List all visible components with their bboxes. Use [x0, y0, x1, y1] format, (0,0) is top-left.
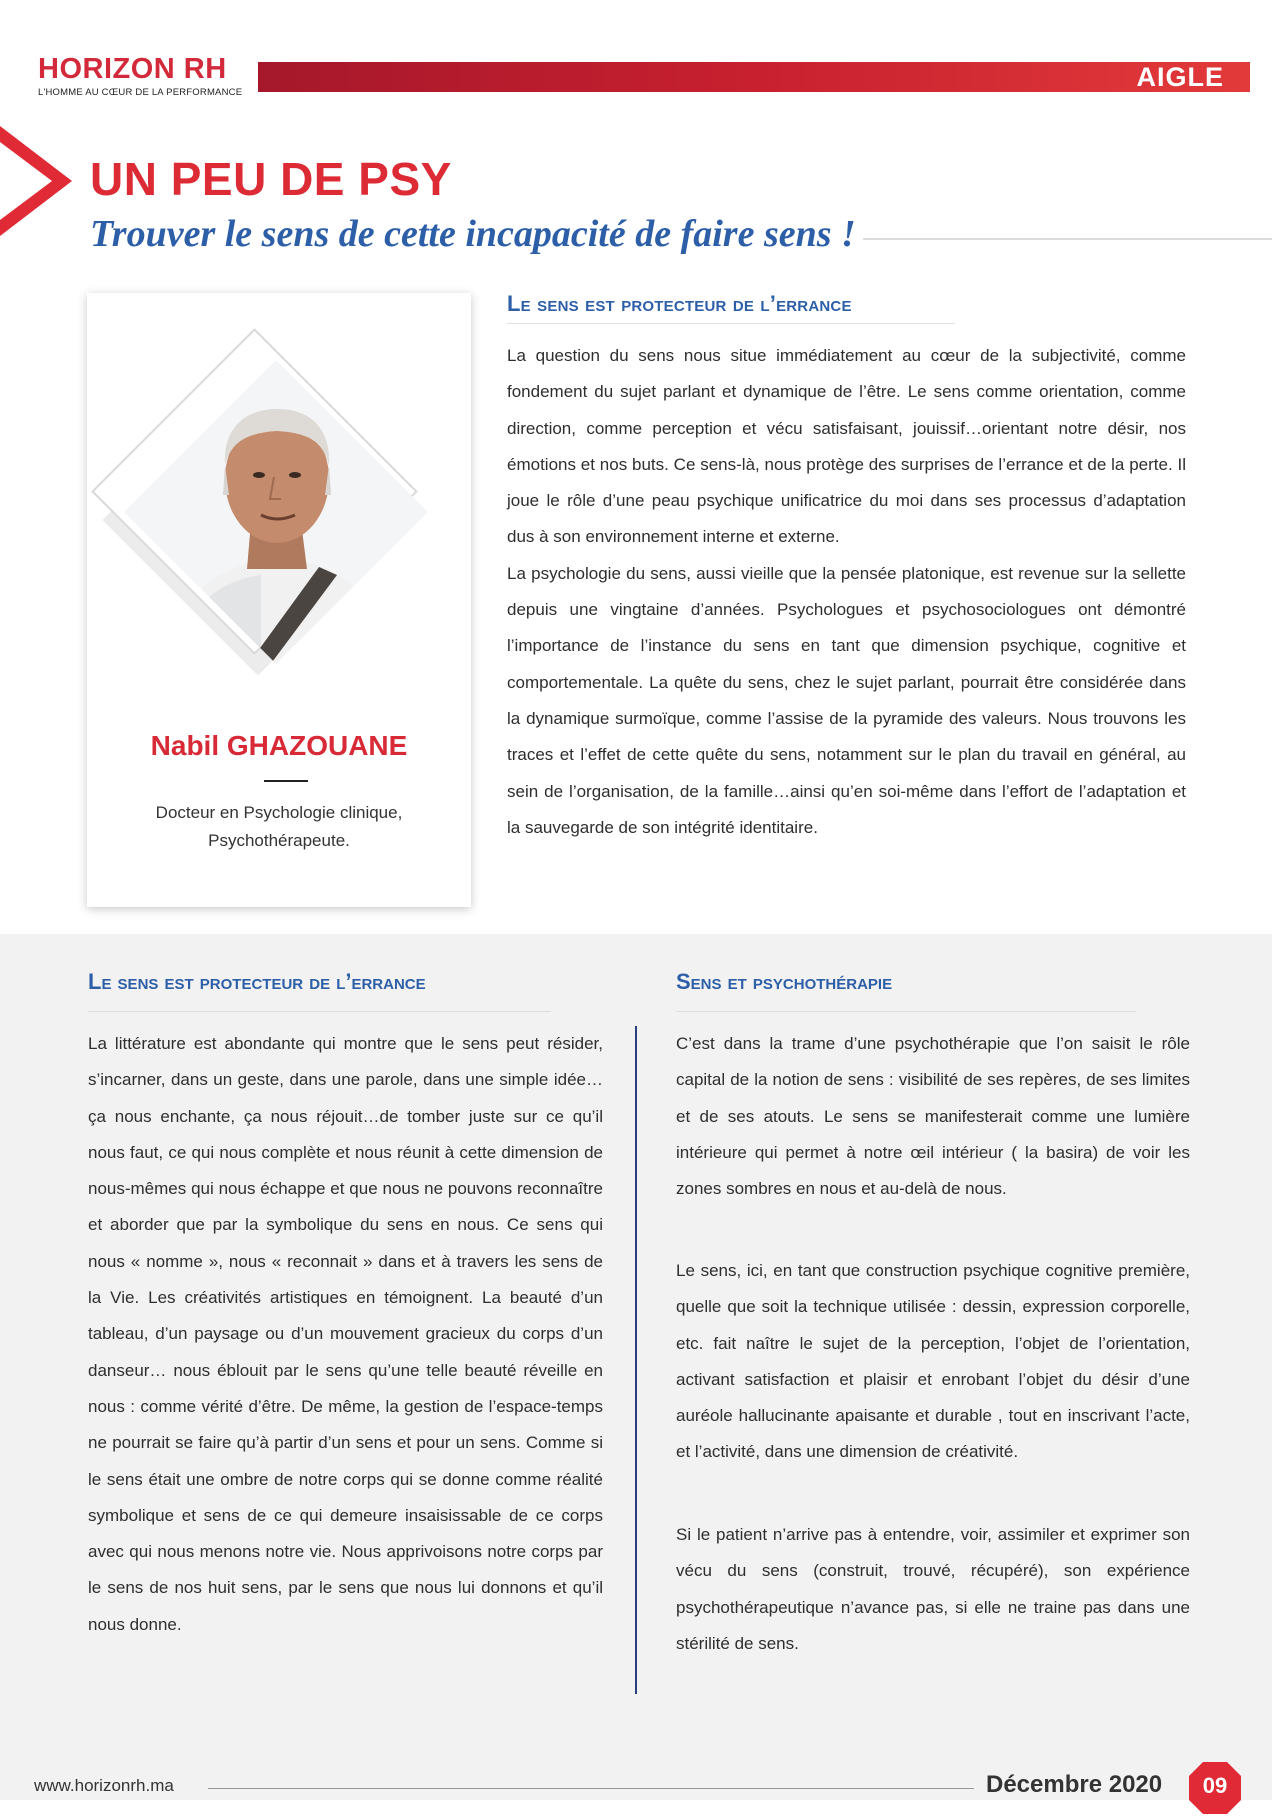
paragraph: La psychologie du sens, aussi vieille que la pensée platonique, est revenue sur la sellette depuis une vingtaine d’années. Psychologues et psychosociologues ont démontré l’importance de l’instance du sens en tant que dimension psychique, cognitive et comportementale. La quête du sens, chez le sujet parlant, pourrait être considérée dans la dynamique surmoïque, comme l’assise de la pyramide des valeurs. Nous trouvons les traces et l’effet de cette quête du sens, notamment sur le plan du travail en général, au sein de l’organisation, de la famille…ainsi qu’en soi-même dans l’effort de l’adaptation et la sauvegarde de son intégrité identitaire.: [507, 563, 1186, 837]
heading-divider: [88, 1011, 551, 1012]
paragraph: C’est dans la trame d’une psychothérapie que l’on saisit le rôle capital de la notion de sens : visibilité de ses repères, de ses limites et de ses atouts. Le sens se manifesterait comme une lumière intérieure qui permet à notre œil intérieur ( la basira) de voir les zones sombres en nous et au-delà de nous.: [676, 1034, 1190, 1199]
author-name: Nabil GHAZOUANE: [150, 730, 408, 761]
header-bar: [258, 62, 1250, 92]
section-heading-errance-2: Le sens est protecteur de l’errance: [88, 969, 426, 994]
author-role: [120, 799, 438, 855]
brand-name: HORIZON RH: [38, 53, 227, 85]
paragraph: Le sens, ici, en tant que construction psychique cognitive première, quelle que soit la technique utilisée : dessin, expression corporelle, etc. fait naître le sujet de la perception, l’objet de l’orientation, activant satisfaction et plaisir et enrobant l’objet du désir d’une auréole hallucinante apaisante et durable , tout en inscrivant l’acte, et l’activité, dans une dimension de créativité.: [676, 1261, 1190, 1462]
section-heading-errance: Le sens est protecteur de l’errance: [507, 291, 852, 316]
paragraph: La question du sens nous situe immédiatement au cœur de la subjectivité, comme fondement du sujet parlant et dynamique de l’être. Le sens comme orientation, comme direction, comme perception et vécu satisfaisant, jouissif…orientant notre désir, nos émotions et nos buts. Ce sens-là, nous protège des surprises de l’errance et de la perte. Il joue le rôle d’une peau psychique unificatrice du moi dans ses processus d’adaptation dus à son environnement interne et externe.: [507, 346, 1186, 547]
brand-tagline: L'HOMME AU CŒUR DE LA PERFORMANCE: [38, 87, 243, 98]
heading-divider: [507, 323, 955, 324]
section-body-errance: [507, 338, 1186, 846]
footer-date: Décembre 2020: [986, 1771, 1163, 1798]
footer-divider: [208, 1788, 974, 1789]
page-subtitle: Trouver le sens de cette incapacité de faire sens !: [90, 213, 856, 255]
heading-divider: [676, 1011, 1136, 1012]
brand-logo: [38, 55, 242, 98]
page-number: 09: [1202, 1773, 1228, 1798]
paragraph: Si le patient n’arrive pas à entendre, voir, assimiler et exprimer son vécu du sens (construit, trouvé, récupéré), son expérience psychothérapeutique n’avance pas, si elle ne traine pas dans une stérilité de sens.: [676, 1525, 1190, 1653]
paragraph: La littérature est abondante qui montre que le sens peut résider, s’incarner, dans un geste, dans une parole, dans une simple idée…ça nous enchante, ça nous réjouit…de tomber juste sur ce qu’il nous faut, ce qui nous complète et nous réunit à cette dimension de nous-mêmes qui nous échappe et que nous ne pouvons reconnaître et aborder que par la symbolique du sens en nous. Ce sens qui nous « nomme », nous « reconnait » dans et à travers les sens de la Vie. Les créativités artistiques en témoignent. La beauté d’un tableau, d’un paysage ou d’un mouvement gracieux du corps d’un danseur… nous éblouit par le sens qu’une telle beauté réveille en nous : comme vérité d’être. De même, la gestion de l’espace-temps ne pourrait se faire qu’à partir d’un sens et pour un sens. Comme si le sens était une ombre de notre corps qui se donne comme réalité symbolique et sens de ce qui demeure insaisissable de ce corps avec qui nous menons notre vie. Nous apprivoisons notre corps par le sens de nos huit sens, par le sens que nous lui donnons et qu’il nous donne.: [88, 1034, 603, 1634]
subtitle-divider: [863, 238, 1272, 240]
author-divider: [264, 780, 308, 782]
page-title: UN PEU DE PSY: [90, 153, 452, 205]
section-heading-psychotherapie: Sens et psychothérapie: [676, 969, 893, 994]
author-role-line2: Psychothérapeute.: [208, 831, 350, 850]
section-label: AIGLE: [1136, 62, 1224, 92]
author-role-line1: Docteur en Psychologie clinique,: [155, 803, 403, 822]
column-divider: [635, 1026, 637, 1694]
chevron-icon: [0, 126, 78, 236]
footer-url[interactable]: www.horizonrh.ma: [34, 1776, 174, 1795]
